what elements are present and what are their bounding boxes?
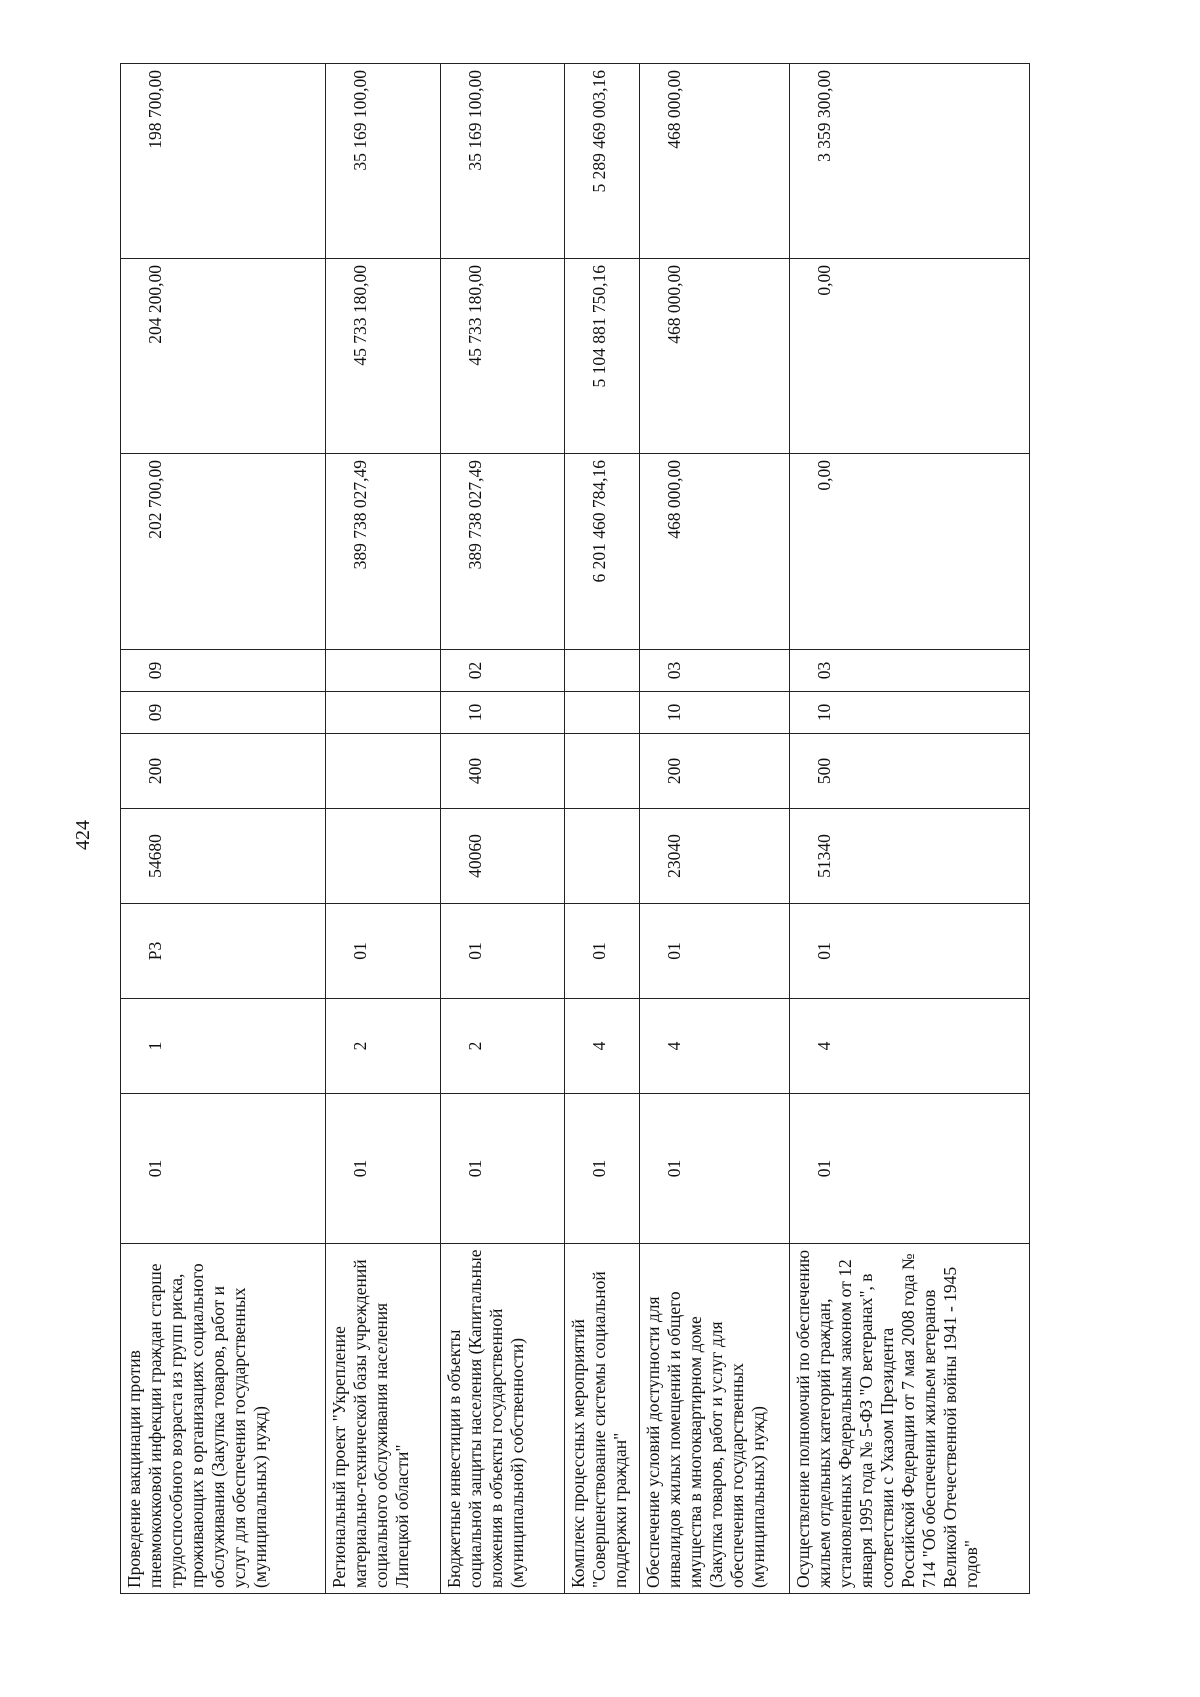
code-subsection [565,650,640,692]
code-subprogram: 4 [640,999,790,1094]
row-name: Осуществление полномочий по обеспечению жильем отдельных категорий граждан, установленных Федеральным законом от 12 января 1995 года № 5-ФЗ "О ветеранах", в соответствии с Указом Президента Российской Федерации от 7 мая 2008 года № 714 "Об обеспечении жильем ветеранов Великой Отечественной войны 1941 - 1945 годов" [790,1244,1030,1594]
code-subprogram: 4 [565,999,640,1094]
row-name: Региональный проект "Укрепление материально-технической базы учреждений социального обслуживания населения Липецкой области" [326,1244,441,1594]
code-expense-type [565,734,640,809]
code-section [326,692,441,734]
code-section: 09 [121,692,326,734]
code-subsection: 02 [441,650,565,692]
code-direction [565,809,640,904]
rotated-table-container [120,64,1110,1594]
value-year-2: 0,00 [790,259,1030,454]
value-year-3: 198 700,00 [121,64,326,259]
code-subsection: 03 [790,650,1030,692]
code-section: 10 [790,692,1030,734]
code-event: 01 [326,904,441,999]
value-year-2: 204 200,00 [121,259,326,454]
table-row [121,64,326,1594]
value-year-3: 5 289 469 003,16 [565,64,640,259]
code-direction: 54680 [121,809,326,904]
table-row [326,64,441,1594]
row-name: Бюджетные инвестиции в объекты социальной защиты населения (Капитальные вложения в объекты государственной (муниципальной) собственности) [441,1244,565,1594]
code-expense-type: 400 [441,734,565,809]
value-year-1: 389 738 027,49 [326,454,441,650]
code-program: 01 [326,1094,441,1244]
value-year-3: 35 169 100,00 [441,64,565,259]
code-direction: 40060 [441,809,565,904]
page-number: 424 [72,820,94,850]
row-name: Проведение вакцинации против пневмококковой инфекции граждан старше трудоспособного возраста из групп риска, проживающих в организациях социального обслуживания (Закупка товаров, работ и услуг для обеспечения государственных (муниципальных) нужд) [121,1244,326,1594]
value-year-2: 5 104 881 750,16 [565,259,640,454]
value-year-1: 0,00 [790,454,1030,650]
value-year-1: 389 738 027,49 [441,454,565,650]
code-subprogram: 4 [790,999,1030,1094]
code-event: 01 [640,904,790,999]
code-program: 01 [640,1094,790,1244]
value-year-3: 35 169 100,00 [326,64,441,259]
code-event: 01 [441,904,565,999]
code-program: 01 [790,1094,1030,1244]
value-year-1: 468 000,00 [640,454,790,650]
code-section: 10 [441,692,565,734]
table-row [441,64,565,1594]
value-year-3: 3 359 300,00 [790,64,1030,259]
code-section: 10 [640,692,790,734]
table-row [640,64,790,1594]
code-event: Р3 [121,904,326,999]
code-expense-type: 200 [121,734,326,809]
code-subsection: 09 [121,650,326,692]
code-expense-type [326,734,441,809]
code-subsection [326,650,441,692]
code-expense-type: 200 [640,734,790,809]
value-year-1: 6 201 460 784,16 [565,454,640,650]
row-name: Обеспечение условий доступности для инвалидов жилых помещений и общего имущества в многоквартирном доме (Закупка товаров, работ и услуг для обеспечения государственных (муниципальных) нужд) [640,1244,790,1594]
code-program: 01 [565,1094,640,1244]
code-expense-type: 500 [790,734,1030,809]
table-row [790,64,1030,1594]
value-year-2: 468 000,00 [640,259,790,454]
code-event: 01 [790,904,1030,999]
code-event: 01 [565,904,640,999]
code-subsection: 03 [640,650,790,692]
code-subprogram: 1 [121,999,326,1094]
code-program: 01 [121,1094,326,1244]
code-direction [326,809,441,904]
value-year-3: 468 000,00 [640,64,790,259]
value-year-2: 45 733 180,00 [326,259,441,454]
row-name: Комплекс процессных мероприятий "Совершенствование системы социальной поддержки граждан" [565,1244,640,1594]
code-subprogram: 2 [441,999,565,1094]
value-year-1: 202 700,00 [121,454,326,650]
code-section [565,692,640,734]
code-subprogram: 2 [326,999,441,1094]
code-direction: 23040 [640,809,790,904]
code-direction: 51340 [790,809,1030,904]
code-program: 01 [441,1094,565,1244]
value-year-2: 45 733 180,00 [441,259,565,454]
budget-table [120,63,1030,1594]
table-row [565,64,640,1594]
